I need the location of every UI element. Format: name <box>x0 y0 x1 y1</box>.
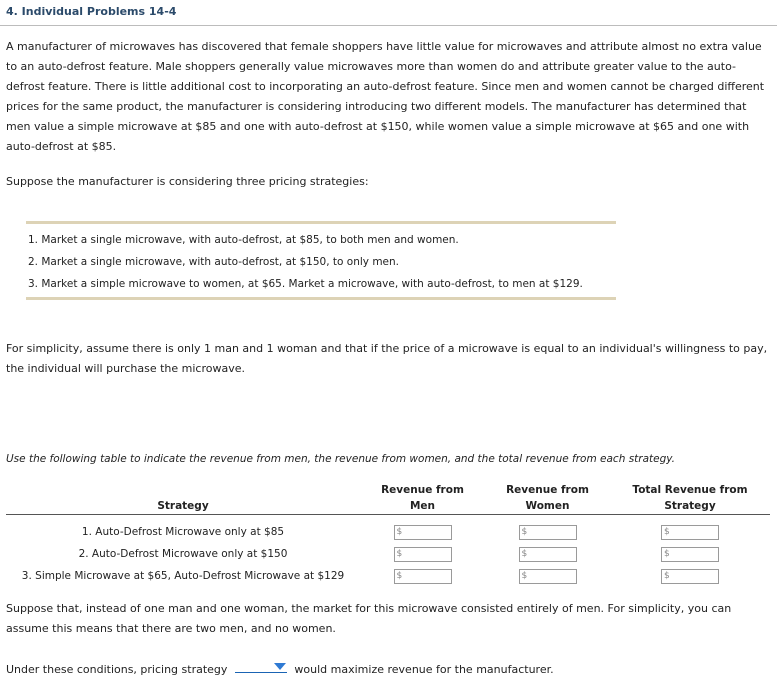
table-header-row <box>6 480 770 515</box>
total-revenue-input[interactable] <box>661 547 719 562</box>
currency-symbol: $ <box>664 548 670 559</box>
final-question <box>6 660 768 680</box>
strategies-box <box>26 221 616 300</box>
table-instruction: Use the following table to indicate the revenue from men, the revenue from women, and the total revenue from each strategy. <box>6 453 676 465</box>
pricing-strategy-dropdown[interactable] <box>235 660 287 673</box>
table-row <box>6 565 770 587</box>
chevron-down-icon <box>274 663 286 670</box>
header-revenue-women: Revenue from Women <box>485 480 610 515</box>
currency-symbol: $ <box>521 526 528 537</box>
women-revenue-input[interactable] <box>519 547 577 562</box>
header-strategy: Strategy <box>6 480 360 515</box>
currency-symbol: $ <box>521 548 528 559</box>
women-revenue-input[interactable] <box>519 525 577 540</box>
men-revenue-input[interactable] <box>394 525 452 540</box>
problem-title: 4. Individual Problems 14-4 <box>6 5 177 18</box>
strategy-item-2: 2. Market a single microwave, with auto-defrost, at $150, to only men. <box>28 256 399 268</box>
strategy-item-3: 3. Market a simple microwave to women, at $65. Market a microwave, with auto-defrost, to men at $129. <box>28 278 583 290</box>
followup-paragraph: Suppose that, instead of one man and one woman, the market for this microwave consisted entirely of men. For simplicity, you can assume this means that there are two men, and no women. <box>6 602 732 635</box>
currency-symbol: $ <box>396 570 403 581</box>
table-row <box>6 543 770 565</box>
men-revenue-input[interactable] <box>394 547 452 562</box>
strategies-intro: Suppose the manufacturer is considering three pricing strategies: <box>6 175 369 188</box>
currency-symbol: $ <box>396 548 403 559</box>
strategy-item-1: 1. Market a single microwave, with auto-defrost, at $85, to both men and women. <box>28 234 459 246</box>
currency-symbol: $ <box>396 526 403 537</box>
currency-symbol: $ <box>664 526 670 537</box>
currency-symbol: $ <box>521 570 528 581</box>
strategy-name: 1. Auto-Defrost Microwave only at $85 <box>81 526 285 538</box>
header-revenue-men: Revenue from Men <box>360 480 485 515</box>
title-divider <box>0 25 777 26</box>
final-text-after: would maximize revenue for the manufacturer. <box>294 663 554 676</box>
strategy-name: 3. Simple Microwave at $65, Auto-Defrost Microwave at $129 <box>21 570 345 582</box>
final-text-before: Under these conditions, pricing strategy <box>6 663 228 676</box>
strategy-name: 2. Auto-Defrost Microwave only at $150 <box>78 548 288 560</box>
revenue-table <box>6 480 770 587</box>
currency-symbol: $ <box>664 570 670 581</box>
intro-paragraph: A manufacturer of microwaves has discovered that female shoppers have little value for microwaves and attribute almost no extra value to an auto-defrost feature. Male shoppers generally value microwaves more than women do and attribute greater value to the auto-defrost feature. There is little additional cost to incorporating an auto-defrost feature. Since men and women cannot be charged different prices for the same product, the manufacturer is considering introducing two different models. The manufacturer has determined that men value a simple microwave at $85 and one with auto-defrost at $150, while women value a simple microwave at $65 and one with auto-defrost at $85. <box>6 40 765 153</box>
assumption-paragraph: For simplicity, assume there is only 1 man and 1 woman and that if the price of a microwave is equal to an individual's willingness to pay, the individual will purchase the microwave. <box>6 342 768 375</box>
total-revenue-input[interactable] <box>661 525 719 540</box>
men-revenue-input[interactable] <box>394 569 452 584</box>
table-row <box>6 515 770 544</box>
women-revenue-input[interactable] <box>519 569 577 584</box>
total-revenue-input[interactable] <box>661 569 719 584</box>
header-total-revenue: Total Revenue from Strategy <box>610 480 770 515</box>
